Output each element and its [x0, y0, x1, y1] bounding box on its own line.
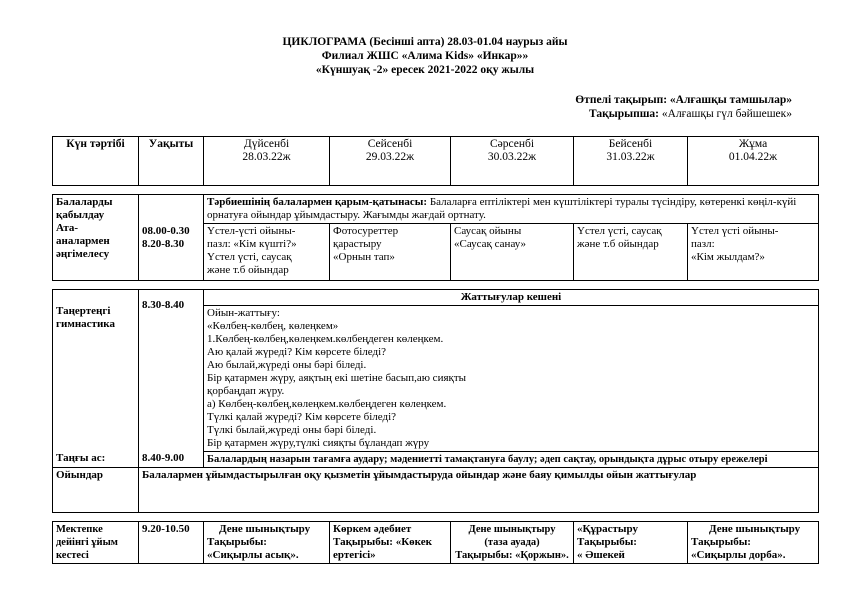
school-time: 9.20-10.50 [139, 522, 204, 564]
doc-group-year: «Күншуақ -2» ересек 2021-2022 оқу жылы [315, 64, 535, 76]
sub-theme: Тақырыпша: «Алғашқы гүл бәйшешек» [588, 108, 792, 120]
school-tue: Көркем әдебиет Тақырыбы: «Көкек ертегісі» [330, 522, 451, 564]
theme-block [575, 93, 792, 121]
games-text: Балалармен ұйымдастырылған оқу қызметін ұйымдастыруда ойындар және баяу қимылды ойын жаттығулар [139, 468, 819, 513]
reception-tue: Фотосуреттер қарастыру «Орнын тап» [330, 224, 451, 281]
school-row [53, 522, 819, 564]
games-label: Ойындар [53, 468, 139, 513]
header-row [53, 137, 819, 186]
col-day-tue: Сейсенбі 29.03.22ж [330, 137, 451, 186]
monthly-theme: Өтпелі тақырып: «Алғашқы тамшылар» [575, 94, 792, 106]
reception-intro: Тәрбиешінің балалармен қарым-қатынасы: Балаларға ептіліктері мен күштіліктері туралы түсіндіру, көтеренкі көңіл-күйі орнатуға ойындар ұйымдастыру. Жағымды жағдай ортнату. [204, 195, 819, 224]
doc-branch: Филиал ЖШС «Алима Kids» «Инкар»» [321, 50, 529, 62]
col-day-mon: Дүйсенбі 28.03.22ж [204, 137, 330, 186]
gym-title: Жаттығулар кешені [204, 290, 819, 306]
col-regime: Күн тәртібі [53, 137, 139, 186]
reception-wed: Саусақ ойыны «Саусақ санау» [451, 224, 574, 281]
school-mon: Дене шынықтыру Тақырыбы: «Сиқырлы асық». [204, 522, 330, 564]
breakfast-label: Таңғы ас: [56, 452, 106, 464]
school-label: Мектепке дейінгі ұйым кестесі [53, 522, 139, 564]
games-row [53, 468, 819, 513]
gym-label: Таңертеңгі гимнастика Таңғы ас: [53, 290, 139, 468]
breakfast-time: 8.40-9.00 [142, 452, 185, 464]
gym-exercises: Ойын-жаттығу: «Көлбең-көлбең, көлеңкем» 1.Көлбең-көлбең,көлеңкем.көлбеңдеген көлеңкем. Аю қалай жүреді? Кім көрсете біледі? Аю былай,жүреді оны бәрі біледі. Бір қатармен жүру, аяқтың екі шетіне басып,аю сияқты қорбаңдап жүру. а) Көлбең-көлбең,көлеңкем.көлбеңдеген көлеңкем. Түлкі қалай жүреді? Кім көрсете біледі? Түлкі былай,жүреді оны бәрі біледі. Бір қатармен жүру,түлкі сияқты бұландап жүру [204, 306, 819, 452]
gym-time: 8.30-8.40 8.40-9.00 [139, 290, 204, 468]
cyclogram-table [52, 136, 819, 564]
reception-fri: Үстел үсті ойыны- пазл: «Кім жылдам?» [688, 224, 819, 281]
reception-row [53, 195, 819, 224]
doc-title: ЦИКЛОГРАМА (Бесінші апта) 28.03-01.04 наурыз айы [282, 36, 568, 48]
col-day-fri: Жұма 01.04.22ж [688, 137, 819, 186]
col-time: Уақыты [139, 137, 204, 186]
school-fri: Дене шынықтыру Тақырыбы: «Сиқырлы дорба». [688, 522, 819, 564]
reception-mon: Үстел-үсті ойыны- пазл: «Кім күшті?» Үстел үсті, саусақ және т.б ойындар [204, 224, 330, 281]
school-thu: «Құрастыру Тақырыбы: « Әшекей [574, 522, 688, 564]
reception-thu: Үстел үсті, саусақ және т.б ойындар [574, 224, 688, 281]
breakfast-text: Балалардың назарын тағамға аудару; мәдениетті тамақтануға баулу; әдеп сақтау, орындықта дұрыс отыру ережелері [204, 452, 819, 468]
reception-label: Балаларды қабылдау Ата- аналармен әңгімелесу [53, 195, 139, 281]
gym-title-row [53, 290, 819, 306]
reception-time: 08.00-0.30 8.20-8.30 [139, 195, 204, 281]
school-wed: Дене шынықтыру (таза ауада) Тақырыбы: «Қоржын». [451, 522, 574, 564]
col-day-wed: Сәрсенбі 30.03.22ж [451, 137, 574, 186]
col-day-thu: Бейсенбі 31.03.22ж [574, 137, 688, 186]
